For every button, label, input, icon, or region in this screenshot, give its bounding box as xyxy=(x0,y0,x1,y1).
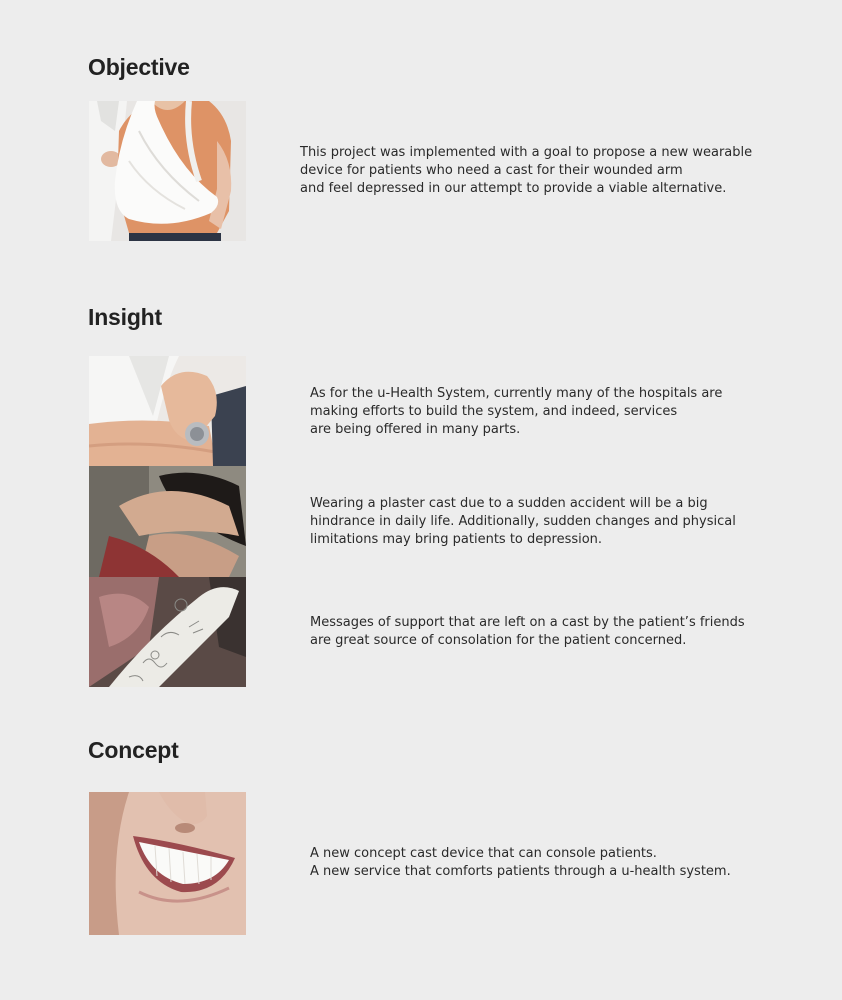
depressed-patient-photo xyxy=(89,466,246,577)
insight-heading: Insight xyxy=(88,304,162,330)
insight-line: are being offered in many parts. xyxy=(310,422,521,437)
insight-line: Messages of support that are left on a cast by the patient’s friends xyxy=(310,615,745,630)
concept-line: A new service that comforts patients through a u-health system. xyxy=(310,864,731,879)
concept-text xyxy=(310,845,731,881)
objective-line: device for patients who need a cast for their wounded arm xyxy=(300,163,683,178)
insight-line: Wearing a plaster cast due to a sudden accident will be a big xyxy=(310,496,708,511)
objective-heading: Objective xyxy=(88,54,190,80)
objective-line: This project was implemented with a goal to propose a new wearable xyxy=(300,145,753,160)
signed-cast-photo xyxy=(89,577,246,687)
insight-text-cast xyxy=(310,495,736,549)
insight-line: As for the u-Health System, currently many of the hospitals are xyxy=(310,386,723,401)
objective-text xyxy=(300,144,752,198)
stethoscope-photo xyxy=(89,356,246,466)
insight-line: limitations may bring patients to depression. xyxy=(310,532,603,547)
insight-line: hindrance in daily life. Additionally, sudden changes and physical xyxy=(310,514,736,529)
concept-line: A new concept cast device that can console patients. xyxy=(310,846,657,861)
insight-text-messages xyxy=(310,614,745,650)
insight-line: are great source of consolation for the patient concerned. xyxy=(310,633,687,648)
objective-line: and feel depressed in our attempt to provide a viable alternative. xyxy=(300,181,727,196)
insight-line: making efforts to build the system, and indeed, services xyxy=(310,404,678,419)
smile-photo xyxy=(89,792,246,935)
insight-text-uhealth xyxy=(310,385,722,439)
concept-heading: Concept xyxy=(88,737,179,763)
arm-sling-photo xyxy=(89,101,246,241)
